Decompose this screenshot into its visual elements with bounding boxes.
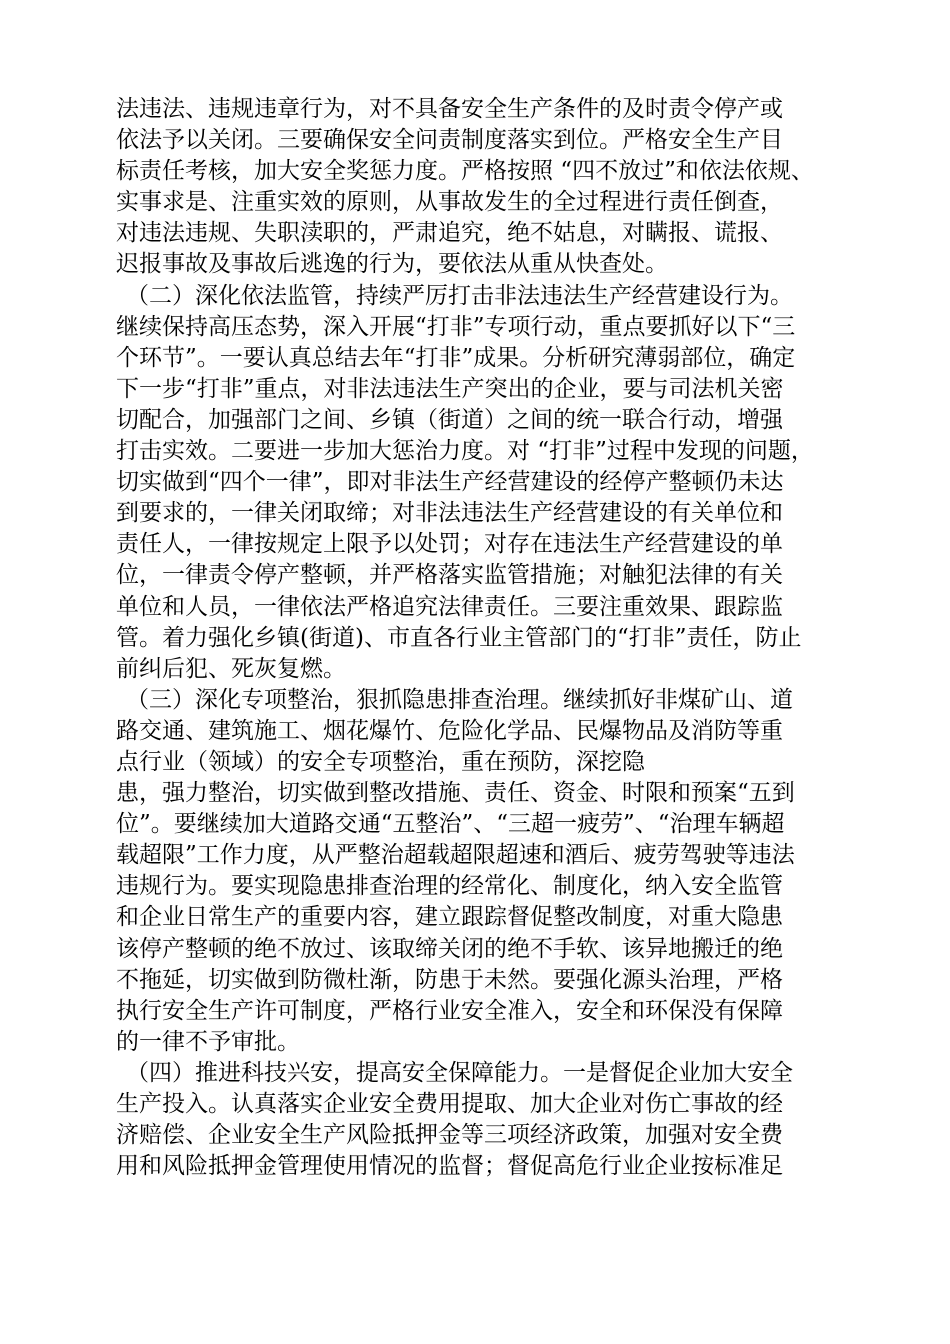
text-line: 执行安全生产许可制度，严格行业安全准入，安全和环保没有保障 xyxy=(116,997,783,1024)
text-line: 生产投入。认真落实企业安全费用提取、加大企业对伤亡事故的经 xyxy=(116,1091,783,1117)
text-line: 该停产整顿的绝不放过、该取缔关闭的绝不手软、该异地搬迁的绝 xyxy=(116,935,783,962)
document-body xyxy=(116,94,876,1182)
text-line: 济赔偿、企业安全生产风险抵押金等三项经济政策，加强对安全费 xyxy=(116,1122,783,1149)
text-line: 前纠后犯、死灰复燃。 xyxy=(116,655,346,682)
text-line: 继续保持高压态势，深入开展“打非”专项行动，重点要抓好以下“三 xyxy=(116,313,796,340)
text-line: 位”。要继续加大道路交通“五整治”、“三超一疲劳”、“治理车辆超 xyxy=(116,811,785,838)
text-line: 迟报事故及事故后逃逸的行为，要依法从重从快查处。 xyxy=(116,251,668,278)
text-line: 管。着力强化乡镇(街道)、市直各行业主管部门的“打非”责任，防止 xyxy=(116,624,802,651)
text-line: 和企业日常生产的重要内容，建立跟踪督促整改制度，对重大隐患 xyxy=(116,904,783,931)
text-line: 载超限”工作力度，从严整治超载超限超速和酒后、疲劳驾驶等违法 xyxy=(116,842,795,869)
text-line: 法违法、违规违章行为，对不具备安全生产条件的及时责令停产或 xyxy=(116,96,783,122)
text-line: 路交通、建筑施工、烟花爆竹、危险化学品、民爆物品及消防等重 xyxy=(116,717,783,744)
text-line: 位，一律责令停产整顿，并严格落实监管措施；对触犯法律的有关 xyxy=(116,562,783,589)
text-line: 打击实效。二要进一步加大惩治力度。对 “打非”过程中发现的问题， xyxy=(116,438,814,465)
text-line: 的一律不予审批。 xyxy=(116,1028,300,1055)
text-line: 责任人，一律按规定上限予以处罚；对存在违法生产经营建设的单 xyxy=(116,531,783,558)
section-heading-line: （三）深化专项整治，狠抓隐患排查治理。继续抓好非煤矿山、道 xyxy=(126,686,793,713)
text-line: 依法予以关闭。三要确保安全问责制度落实到位。严格安全生产目 xyxy=(116,127,783,154)
text-line: 标责任考核，加大安全奖惩力度。严格按照 “四不放过”和依法依规、 xyxy=(116,158,814,185)
text-line: 点行业（领域）的安全专项整治，重在预防，深挖隐 xyxy=(116,748,645,775)
text-line: 不拖延，切实做到防微杜渐，防患于未然。要强化源头治理，严格 xyxy=(116,966,783,993)
section-heading-line: （二）深化依法监管，持续严厉打击非法违法生产经营建设行为。 xyxy=(126,282,793,309)
text-line: 用和风险抵押金管理使用情况的监督；督促高危行业企业按标准足 xyxy=(116,1153,783,1180)
text-line: 切实做到“四个一律”，即对非法生产经营建设的经停产整顿仍未达 xyxy=(116,469,784,496)
text-line: 实事求是、注重实效的原则，从事故发生的全过程进行责任倒查， xyxy=(116,189,783,216)
text-line: 患，强力整治，切实做到整改措施、责任、资金、时限和预案“五到 xyxy=(116,780,795,807)
text-line: 违规行为。要实现隐患排查治理的经常化、制度化，纳入安全监管 xyxy=(116,873,783,900)
text-line: 对违法违规、失职渎职的，严肃追究，绝不姑息，对瞒报、谎报、 xyxy=(116,220,783,247)
text-line: 单位和人员，一律依法严格追究法律责任。三要注重效果、跟踪监 xyxy=(116,593,783,620)
section-heading-line: （四）推进科技兴安，提高安全保障能力。一是督促企业加大安全 xyxy=(126,1059,793,1086)
text-line: 个环节”。一要认真总结去年“打非”成果。分析研究薄弱部位，确定 xyxy=(116,344,796,371)
text-line: 下一步“打非”重点，对非法违法生产突出的企业，要与司法机关密 xyxy=(116,375,784,402)
text-line: 切配合，加强部门之间、乡镇（街道）之间的统一联合行动，增强 xyxy=(116,406,783,433)
text-line: 到要求的，一律关闭取缔；对非法违法生产经营建设的有关单位和 xyxy=(116,500,783,527)
